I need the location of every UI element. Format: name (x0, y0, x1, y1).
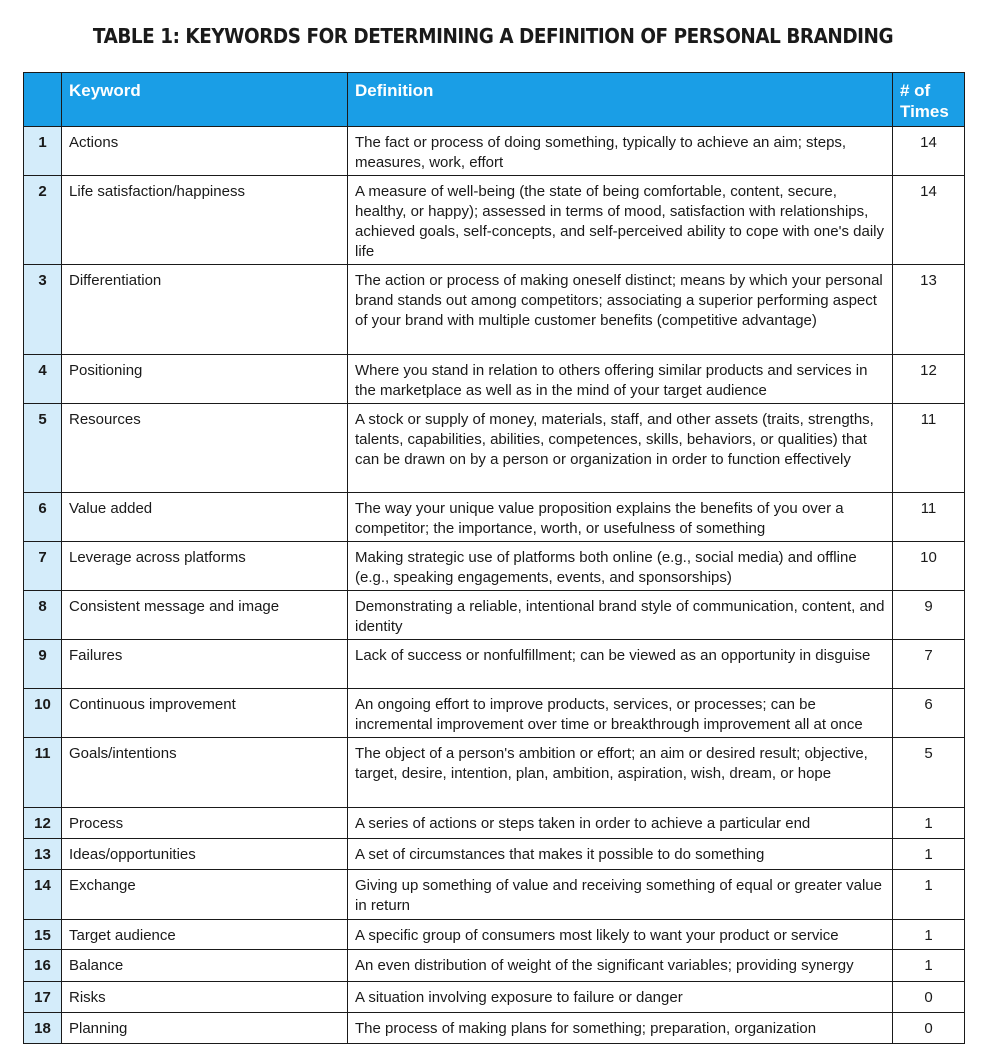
row-number: 2 (24, 176, 62, 265)
row-keyword: Differentiation (62, 265, 348, 355)
row-times: 14 (893, 176, 965, 265)
row-keyword: Positioning (62, 355, 348, 404)
keywords-table (23, 72, 965, 1044)
row-number: 18 (24, 1013, 62, 1044)
row-keyword: Failures (62, 640, 348, 689)
table-title: TABLE 1: KEYWORDS FOR DETERMINING A DEFINITION OF PERSONAL BRANDING (92, 24, 894, 48)
row-times: 11 (893, 404, 965, 493)
header-times-line1: # of (900, 81, 931, 100)
table-row (24, 1013, 965, 1044)
row-definition: Giving up something of value and receiving something of equal or greater value in return (348, 870, 893, 920)
row-number: 6 (24, 493, 62, 542)
table-row (24, 127, 965, 176)
table-row (24, 404, 965, 493)
row-definition: A stock or supply of money, materials, staff, and other assets (traits, strengths, talents, capabilities, abilities, competences, skills, behaviors, or qualities) that can be drawn on by a person or organization in order to function effectively (348, 404, 893, 493)
row-keyword: Planning (62, 1013, 348, 1044)
row-times: 9 (893, 591, 965, 640)
row-keyword: Ideas/opportunities (62, 839, 348, 870)
row-times: 5 (893, 738, 965, 808)
row-keyword: Leverage across platforms (62, 542, 348, 591)
table-row (24, 950, 965, 982)
row-definition: A series of actions or steps taken in order to achieve a particular end (348, 808, 893, 839)
row-times: 12 (893, 355, 965, 404)
row-keyword: Target audience (62, 920, 348, 950)
header-definition: Definition (348, 73, 893, 127)
header-times-line2: Times (900, 102, 949, 121)
row-times: 1 (893, 920, 965, 950)
row-number: 15 (24, 920, 62, 950)
row-times: 11 (893, 493, 965, 542)
row-definition: The fact or process of doing something, typically to achieve an aim; steps, measures, work, effort (348, 127, 893, 176)
row-times: 1 (893, 870, 965, 920)
row-times: 1 (893, 808, 965, 839)
table-row (24, 982, 965, 1013)
row-times: 10 (893, 542, 965, 591)
table-row (24, 870, 965, 920)
row-keyword: Consistent message and image (62, 591, 348, 640)
table-row (24, 176, 965, 265)
row-number: 16 (24, 950, 62, 982)
row-definition: The object of a person's ambition or effort; an aim or desired result; objective, target, desire, intention, plan, ambition, aspiration, wish, dream, or hope (348, 738, 893, 808)
row-keyword: Balance (62, 950, 348, 982)
row-number: 13 (24, 839, 62, 870)
row-times: 6 (893, 689, 965, 738)
row-definition: A measure of well-being (the state of being comfortable, content, secure, healthy, or happy); assessed in terms of mood, satisfaction with relationships, achieved goals, self-concepts, and self-perceived ability to cope with one's daily life (348, 176, 893, 265)
row-definition: Where you stand in relation to others offering similar products and services in the marketplace as well as in the mind of your target audience (348, 355, 893, 404)
row-times: 13 (893, 265, 965, 355)
row-definition: An ongoing effort to improve products, services, or processes; can be incremental improvement over time or breakthrough improvement all at once (348, 689, 893, 738)
row-number: 3 (24, 265, 62, 355)
row-definition: Making strategic use of platforms both online (e.g., social media) and offline (e.g., speaking engagements, events, and sponsorships) (348, 542, 893, 591)
row-times: 1 (893, 950, 965, 982)
row-number: 9 (24, 640, 62, 689)
table-row (24, 493, 965, 542)
row-keyword: Exchange (62, 870, 348, 920)
row-keyword: Resources (62, 404, 348, 493)
header-times (893, 73, 965, 127)
row-keyword: Process (62, 808, 348, 839)
table-row (24, 808, 965, 839)
table-row (24, 355, 965, 404)
table-row (24, 738, 965, 808)
row-keyword: Value added (62, 493, 348, 542)
row-number: 5 (24, 404, 62, 493)
row-times: 0 (893, 1013, 965, 1044)
row-keyword: Continuous improvement (62, 689, 348, 738)
row-keyword: Actions (62, 127, 348, 176)
row-times: 1 (893, 839, 965, 870)
row-definition: A situation involving exposure to failure or danger (348, 982, 893, 1013)
row-definition: Lack of success or nonfulfillment; can be viewed as an opportunity in disguise (348, 640, 893, 689)
row-definition: A specific group of consumers most likely to want your product or service (348, 920, 893, 950)
row-number: 7 (24, 542, 62, 591)
row-definition: The action or process of making oneself distinct; means by which your personal brand stands out among competitors; associating a superior performing aspect of your brand with multiple customer benefits (competitive advantage) (348, 265, 893, 355)
row-keyword: Risks (62, 982, 348, 1013)
table-row (24, 920, 965, 950)
row-times: 7 (893, 640, 965, 689)
row-number: 8 (24, 591, 62, 640)
table-row (24, 265, 965, 355)
row-definition: An even distribution of weight of the significant variables; providing synergy (348, 950, 893, 982)
header-keyword: Keyword (62, 73, 348, 127)
table-row (24, 839, 965, 870)
row-number: 14 (24, 870, 62, 920)
table-row (24, 689, 965, 738)
row-keyword: Goals/intentions (62, 738, 348, 808)
table-row (24, 591, 965, 640)
row-number: 10 (24, 689, 62, 738)
table-row (24, 542, 965, 591)
row-times: 0 (893, 982, 965, 1013)
row-keyword: Life satisfaction/happiness (62, 176, 348, 265)
row-number: 11 (24, 738, 62, 808)
row-definition: A set of circumstances that makes it possible to do something (348, 839, 893, 870)
row-times: 14 (893, 127, 965, 176)
row-definition: The way your unique value proposition explains the benefits of you over a competitor; the importance, worth, or usefulness of something (348, 493, 893, 542)
header-number (24, 73, 62, 127)
row-number: 1 (24, 127, 62, 176)
row-definition: The process of making plans for something; preparation, organization (348, 1013, 893, 1044)
table-header-row (24, 73, 965, 127)
row-number: 17 (24, 982, 62, 1013)
row-number: 4 (24, 355, 62, 404)
table-row (24, 640, 965, 689)
row-number: 12 (24, 808, 62, 839)
row-definition: Demonstrating a reliable, intentional brand style of communication, content, and identity (348, 591, 893, 640)
